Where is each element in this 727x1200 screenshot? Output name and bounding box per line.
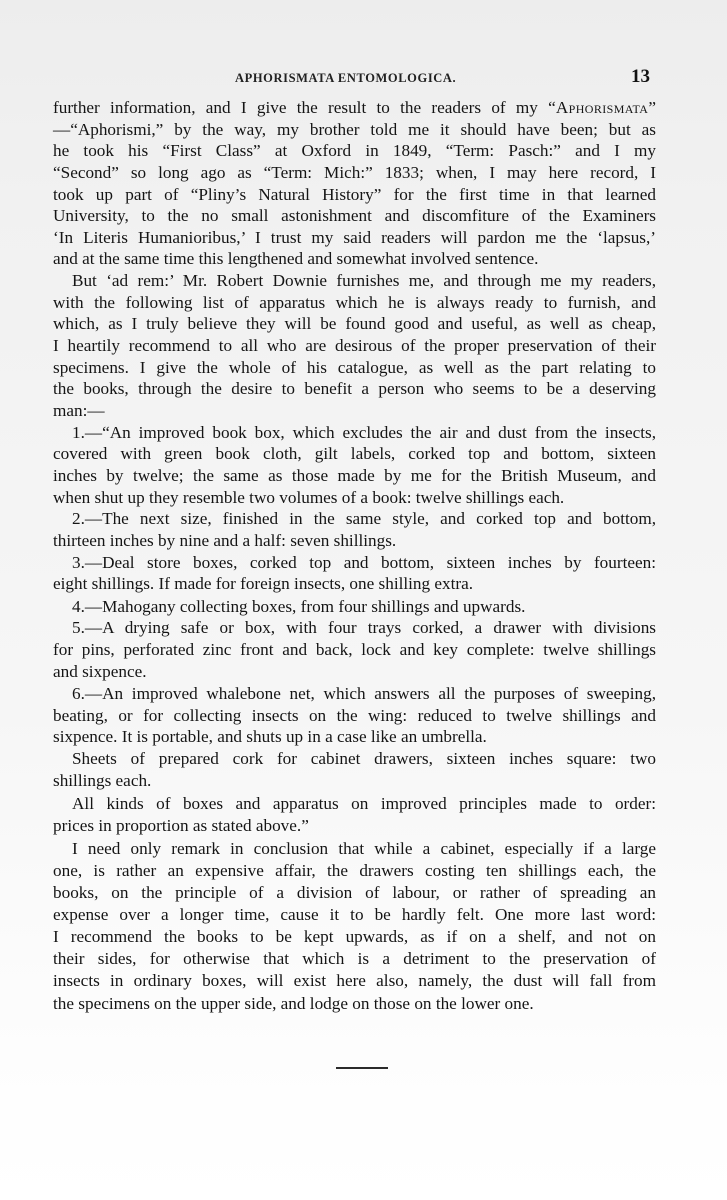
text-line: with the following list of apparatus which he is always ready to furnish, and	[53, 293, 656, 312]
text-line: sixpence. It is portable, and shuts up in a case like an umbrella.	[53, 727, 487, 746]
text-line: But ‘ad rem:’ Mr. Robert Downie furnishes me, and through me my readers,	[72, 271, 656, 290]
text-line: insects in ordinary boxes, will exist here also, namely, the dust will fall from	[53, 971, 656, 990]
text-line: man:—	[53, 401, 105, 420]
text-line: 3.—Deal store boxes, corked top and bottom, sixteen inches by fourteen:	[72, 553, 656, 572]
text-line: thirteen inches by nine and a half: seven shillings.	[53, 531, 397, 550]
text-line: books, on the principle of a division of labour, or rather of spreading an	[53, 883, 656, 902]
text-line: beating, or for collecting insects on the wing: reduced to twelve shillings and	[53, 706, 656, 725]
text-line: which, as I truly believe they will be found good and useful, as well as cheap,	[53, 314, 656, 333]
small-caps-title: Aphorismata	[555, 98, 649, 117]
text-line: inches by twelve; the same as those made by me for the British Museum, and	[53, 466, 656, 485]
text-line: 1.—“An improved book box, which excludes the air and dust from the insects,	[72, 423, 656, 442]
text-line: their sides, for otherwise that which is a detriment to the preservation of	[53, 949, 656, 968]
text-line: covered with green book cloth, gilt labels, corked top and bottom, sixteen	[53, 444, 656, 463]
text-line: the books, through the desire to benefit a person who seems to be a deserving	[53, 379, 656, 398]
text-line: for pins, perforated zinc front and back, lock and key complete: twelve shillings	[53, 640, 656, 659]
text-line: prices in proportion as stated above.”	[53, 816, 309, 835]
text-line: I heartily recommend to all who are desirous of the proper preservation of their	[53, 336, 656, 355]
text-line: one, is rather an expensive affair, the drawers costing ten shillings each, the	[53, 861, 656, 880]
running-title: APHORISMATA ENTOMOLOGICA.	[235, 71, 457, 85]
text-line: University, to the no small astonishment and discomfiture of the Examiners	[53, 206, 656, 225]
text-line: I need only remark in conclusion that while a cabinet, especially if a large	[72, 839, 656, 858]
text-line: the specimens on the upper side, and lodge on those on the lower one.	[53, 994, 534, 1013]
text-line: ‘In Literis Humanioribus,’ I trust my said readers will pardon me the ‘lapsus,’	[53, 228, 656, 247]
text-line: further information, and I give the result to the readers of my “Aphorismata”	[53, 98, 656, 117]
text-line: All kinds of boxes and apparatus on improved principles made to order:	[72, 794, 656, 813]
text-line: Sheets of prepared cork for cabinet drawers, sixteen inches square: two	[72, 749, 656, 768]
text-line: I recommend the books to be kept upwards, as if on a shelf, and not on	[53, 927, 656, 946]
page-number: 13	[631, 66, 650, 87]
text-line: 2.—The next size, finished in the same style, and corked top and bottom,	[72, 509, 656, 528]
text-line: eight shillings. If made for foreign insects, one shilling extra.	[53, 574, 474, 593]
text-line: —“Aphorismi,” by the way, my brother told me it should have been; but as	[53, 120, 656, 139]
text-line: he took his “First Class” at Oxford in 1849, “Term: Pasch:” and I my	[53, 141, 656, 160]
text-line: and at the same time this lengthened and somewhat involved sentence.	[53, 249, 539, 268]
section-end-rule	[336, 1067, 388, 1069]
text-line: specimens. I give the whole of his catalogue, as well as the part relating to	[53, 358, 656, 377]
text-line: 6.—An improved whalebone net, which answers all the purposes of sweeping,	[72, 684, 656, 703]
text-line: 5.—A drying safe or box, with four trays corked, a drawer with divisions	[72, 618, 656, 637]
text-line: when shut up they resemble two volumes of a book: twelve shillings each.	[53, 488, 565, 507]
text-line: and sixpence.	[53, 662, 147, 681]
text-line: 4.—Mahogany collecting boxes, from four shillings and upwards.	[72, 597, 526, 616]
text-line: “Second” so long ago as “Term: Mich:” 1833; when, I may here record, I	[53, 163, 656, 182]
text-line: expense over a longer time, cause it to be hardly felt. One more last word:	[53, 905, 656, 924]
text-line: took up part of “Pliny’s Natural History” for the first time in that learned	[53, 185, 656, 204]
text-line: shillings each.	[53, 771, 152, 790]
